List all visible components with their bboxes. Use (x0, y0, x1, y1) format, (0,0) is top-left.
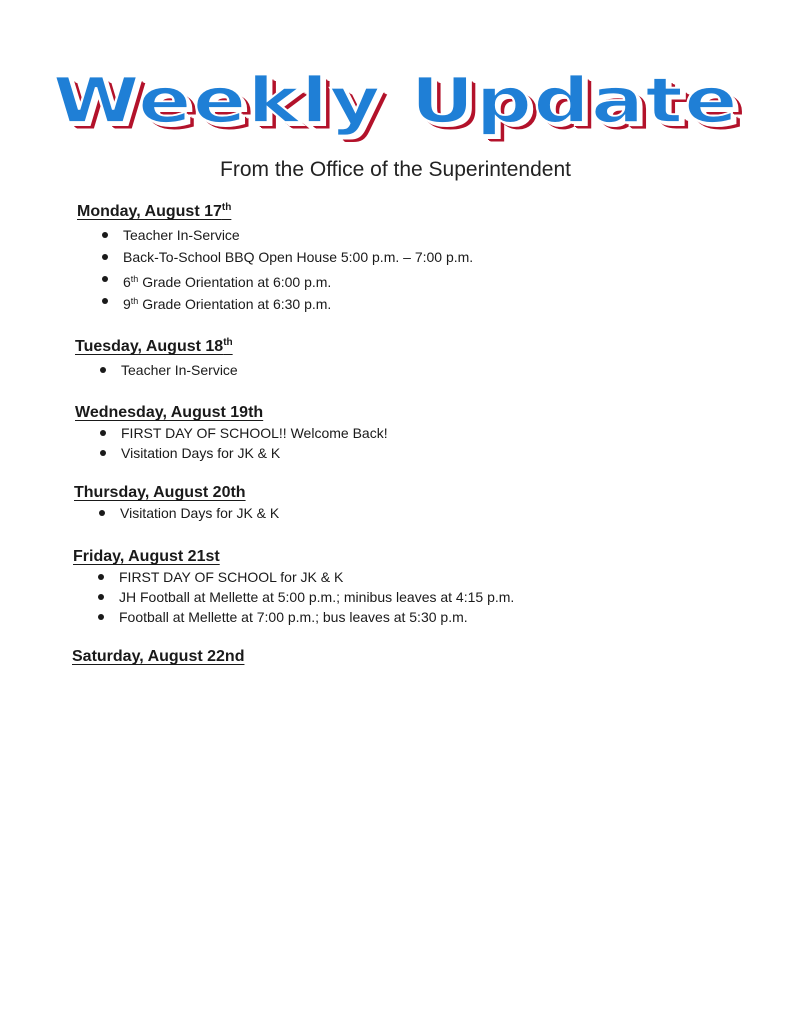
list-item (77, 246, 473, 268)
event-list-thursday (74, 503, 279, 523)
list-item (77, 224, 473, 246)
day-heading-monday (77, 202, 473, 221)
list-item (77, 290, 473, 312)
day-heading-text: Monday, August 17 (77, 203, 222, 220)
event-text: Visitation Days for JK & K (121, 445, 281, 461)
list-item (75, 443, 388, 463)
day-section-friday (73, 548, 514, 627)
ordinal-suffix: th (130, 274, 139, 284)
event-text: FIRST DAY OF SCHOOL for JK & K (119, 569, 344, 585)
page-subtitle: From the Office of the Superintendent (220, 158, 571, 181)
list-item (73, 607, 514, 627)
list-item (75, 423, 388, 443)
weekly-update-banner (0, 62, 791, 152)
event-list-tuesday (75, 359, 238, 381)
day-section-thursday (74, 484, 279, 523)
bullet-icon (98, 574, 104, 580)
bullet-icon (100, 367, 106, 373)
event-text: Teacher In-Service (121, 362, 238, 378)
day-section-wednesday (75, 404, 388, 463)
bullet-icon (102, 254, 108, 260)
list-item (73, 567, 514, 587)
day-heading-friday: Friday, August 21st (73, 548, 220, 565)
bullet-icon (100, 450, 106, 456)
ordinal-suffix: th (223, 337, 233, 348)
bullet-icon (99, 510, 105, 516)
event-text: FIRST DAY OF SCHOOL!! Welcome Back! (121, 425, 388, 441)
day-section-tuesday (75, 337, 238, 381)
ordinal-suffix: th (221, 202, 232, 213)
event-text: JH Football at Mellette at 5:00 p.m.; minibus leaves at 4:15 p.m. (119, 589, 515, 605)
event-list-monday (77, 224, 473, 312)
event-text: Grade Orientation at 6:30 p.m. (138, 296, 332, 312)
day-heading-wednesday: Wednesday, August 19th (75, 404, 264, 421)
day-heading-saturday: Saturday, August 22nd (72, 648, 245, 665)
event-text: Visitation Days for JK & K (120, 505, 280, 521)
event-text: Grade Orientation at 6:00 p.m. (138, 274, 332, 290)
bullet-icon (98, 614, 104, 620)
list-item (75, 359, 238, 381)
day-section-monday (77, 202, 473, 312)
event-text: Football at Mellette at 7:00 p.m.; bus leaves at 5:30 p.m. (119, 609, 468, 625)
day-heading-text: Tuesday, August 18 (75, 338, 224, 355)
day-heading-thursday: Thursday, August 20th (74, 484, 246, 501)
bullet-icon (100, 430, 106, 436)
day-section-saturday (72, 648, 244, 666)
list-item (77, 268, 473, 290)
list-item (73, 587, 514, 607)
day-heading-tuesday (75, 337, 238, 356)
event-text: Teacher In-Service (123, 227, 240, 243)
bullet-icon (102, 232, 108, 238)
event-list-wednesday (75, 423, 388, 463)
banner-title: Weekly Update (52, 65, 739, 138)
event-text: Back-To-School BBQ Open House 5:00 p.m. – 7:00 p.m. (123, 249, 474, 265)
event-grade-number: 9 (123, 296, 131, 312)
event-list-friday (73, 567, 514, 627)
bullet-icon (102, 298, 108, 304)
bullet-icon (98, 594, 104, 600)
event-grade-number: 6 (123, 274, 131, 290)
ordinal-suffix: th (130, 296, 139, 306)
list-item (74, 503, 279, 523)
bullet-icon (102, 276, 108, 282)
